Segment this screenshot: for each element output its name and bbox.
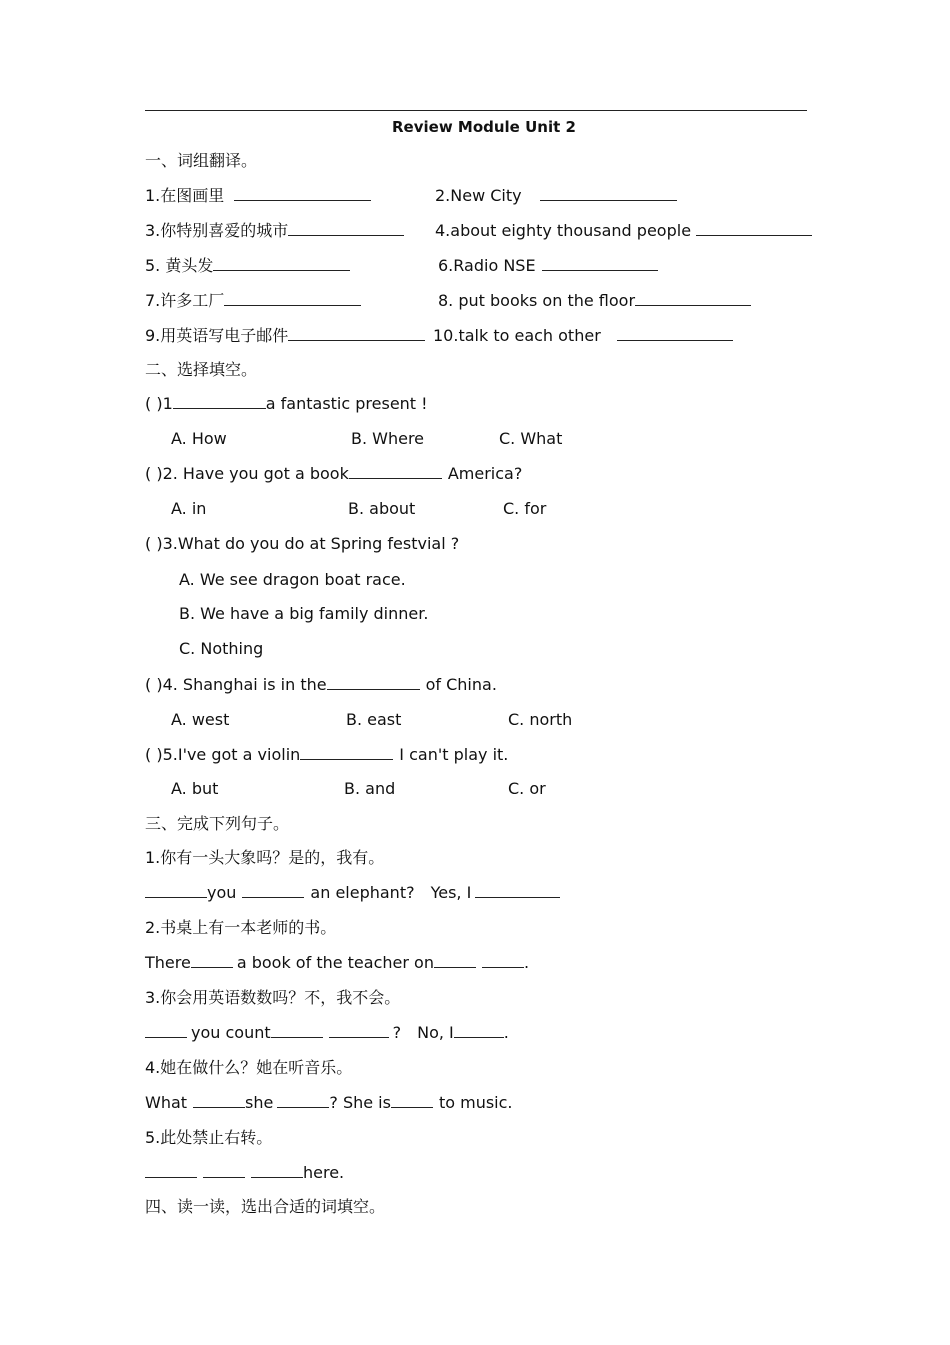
phrase-text: 1.在图画里: [145, 186, 225, 205]
worksheet-title: Review Module Unit 2: [392, 118, 576, 136]
answer-blank[interactable]: [145, 1023, 187, 1038]
sentence-text: .: [523, 953, 530, 972]
option-c: C. or: [508, 779, 546, 798]
answer-blank[interactable]: [277, 1093, 329, 1108]
answer-paren[interactable]: ( ): [145, 464, 163, 483]
answer-blank[interactable]: [475, 883, 560, 898]
sentence-text: an elephant?: [310, 883, 415, 902]
sentence-1-chinese: 1.你有一头大象吗？是的，我有。: [145, 848, 385, 867]
option-b: B. Where: [351, 429, 425, 448]
phrase-item-9: [145, 326, 425, 346]
sentence-3-chinese: 3.你会用英语数数吗？不，我不会。: [145, 988, 401, 1007]
phrase-text: 4.about eighty thousand people: [435, 221, 692, 240]
option-b: B. and: [344, 779, 396, 798]
sentence-5-chinese: 5.此处禁止右转。: [145, 1128, 273, 1147]
sentence-5-english: [145, 1163, 344, 1183]
answer-blank[interactable]: [193, 1093, 245, 1108]
answer-blank[interactable]: [271, 1023, 323, 1038]
sentence-text: here.: [303, 1163, 345, 1182]
phrase-text: 3.你特别喜爱的城市: [145, 221, 289, 240]
section-1-heading: 一、词组翻译。: [145, 151, 258, 170]
answer-paren[interactable]: ( ): [145, 534, 163, 553]
choice-question-3: [145, 534, 459, 554]
answer-paren[interactable]: ( ): [145, 394, 163, 413]
option-c: C. north: [508, 710, 573, 729]
answer-blank[interactable]: [454, 1023, 504, 1038]
answer-blank[interactable]: [173, 394, 266, 409]
option-c: C. for: [503, 499, 547, 518]
sentence-text: she: [245, 1093, 274, 1112]
answer-blank[interactable]: [145, 883, 207, 898]
sentence-4-chinese: 4.她在做什么？她在听音乐。: [145, 1058, 353, 1077]
option-a: A. but: [171, 779, 219, 798]
phrase-item-7: [145, 291, 361, 311]
answer-blank[interactable]: [300, 745, 393, 760]
sentence-4-english: [145, 1093, 513, 1113]
choice-question-4: [145, 675, 497, 695]
answer-blank[interactable]: [288, 326, 425, 341]
answer-blank[interactable]: [224, 291, 361, 306]
option-c: C. What: [499, 429, 563, 448]
answer-blank[interactable]: [145, 1163, 197, 1178]
phrase-text: 2.New City: [435, 186, 522, 205]
section-3-heading: 三、完成下列句子。: [145, 814, 290, 833]
sentence-text: There: [145, 953, 191, 972]
option-b: B. east: [346, 710, 402, 729]
option-a: A. in: [171, 499, 207, 518]
phrase-item-6: [438, 256, 658, 276]
question-text: I can't play it.: [399, 745, 509, 764]
sentence-text: a book of the teacher on: [236, 953, 434, 972]
phrase-text: 5. 黄头发: [145, 256, 214, 275]
answer-blank[interactable]: [482, 953, 524, 968]
sentence-2-chinese: 2.书桌上有一本老师的书。: [145, 918, 337, 937]
question-text: 4. Shanghai is in the: [162, 675, 327, 694]
answer-blank[interactable]: [329, 1023, 389, 1038]
choice-question-2: [145, 464, 522, 484]
phrase-item-4: [435, 221, 812, 241]
phrase-text: 8. put books on the floor: [438, 291, 636, 310]
sentence-text: ?: [392, 1023, 402, 1042]
phrase-text: 10.talk to each other: [433, 326, 601, 345]
sentence-text: .: [503, 1023, 509, 1042]
answer-blank[interactable]: [617, 326, 733, 341]
phrase-text: 7.许多工厂: [145, 291, 225, 310]
answer-blank[interactable]: [191, 953, 233, 968]
question-text: 2. Have you got a book: [162, 464, 349, 483]
sentence-text: No, I: [417, 1023, 454, 1042]
question-text: 1: [162, 394, 173, 413]
option-a: A. west: [171, 710, 230, 729]
option-c: C. Nothing: [179, 639, 264, 658]
phrase-item-2: [435, 186, 677, 206]
question-text: America?: [447, 464, 523, 483]
answer-blank[interactable]: [203, 1163, 245, 1178]
sentence-text: ? She is: [329, 1093, 391, 1112]
sentence-3-english: [145, 1023, 509, 1043]
sentence-text: What: [145, 1093, 188, 1112]
answer-blank[interactable]: [242, 883, 304, 898]
phrase-text: 6.Radio NSE: [438, 256, 536, 275]
answer-paren[interactable]: ( ): [145, 745, 163, 764]
question-text: 3.What do you do at Spring festvial ?: [162, 534, 460, 553]
sentence-2-english: [145, 953, 529, 973]
answer-blank[interactable]: [288, 221, 404, 236]
phrase-item-3: [145, 221, 404, 241]
phrase-item-10: [433, 326, 733, 346]
answer-blank[interactable]: [349, 464, 442, 479]
answer-blank[interactable]: [234, 186, 371, 201]
section-2-heading: 二、选择填空。: [145, 360, 258, 379]
question-text: a fantastic present !: [265, 394, 428, 413]
option-b: B. about: [348, 499, 416, 518]
sentence-text: Yes, I: [430, 883, 472, 902]
option-a: A. We see dragon boat race.: [179, 570, 406, 589]
sentence-1-english: [145, 883, 560, 903]
sentence-text: you count: [191, 1023, 271, 1042]
answer-paren[interactable]: ( ): [145, 675, 163, 694]
choice-question-5: [145, 745, 508, 765]
answer-blank[interactable]: [251, 1163, 303, 1178]
answer-blank[interactable]: [434, 953, 476, 968]
answer-blank[interactable]: [542, 256, 658, 271]
option-a: A. How: [171, 429, 227, 448]
answer-blank[interactable]: [540, 186, 677, 201]
answer-blank[interactable]: [635, 291, 751, 306]
phrase-item-1: [145, 186, 371, 206]
phrase-item-5: [145, 256, 350, 276]
top-rule: [145, 110, 807, 111]
section-4-heading: 四、读一读，选出合适的词填空。: [145, 1197, 386, 1216]
option-b: B. We have a big family dinner.: [179, 604, 429, 623]
answer-blank[interactable]: [213, 256, 350, 271]
answer-blank[interactable]: [391, 1093, 433, 1108]
answer-blank[interactable]: [327, 675, 420, 690]
question-text: 5.I've got a violin: [162, 745, 301, 764]
question-text: of China.: [425, 675, 497, 694]
sentence-text: you: [207, 883, 237, 902]
phrase-item-8: [438, 291, 751, 311]
phrase-text: 9.用英语写电子邮件: [145, 326, 289, 345]
sentence-text: to music.: [438, 1093, 513, 1112]
answer-blank[interactable]: [696, 221, 812, 236]
choice-question-1: [145, 394, 428, 414]
